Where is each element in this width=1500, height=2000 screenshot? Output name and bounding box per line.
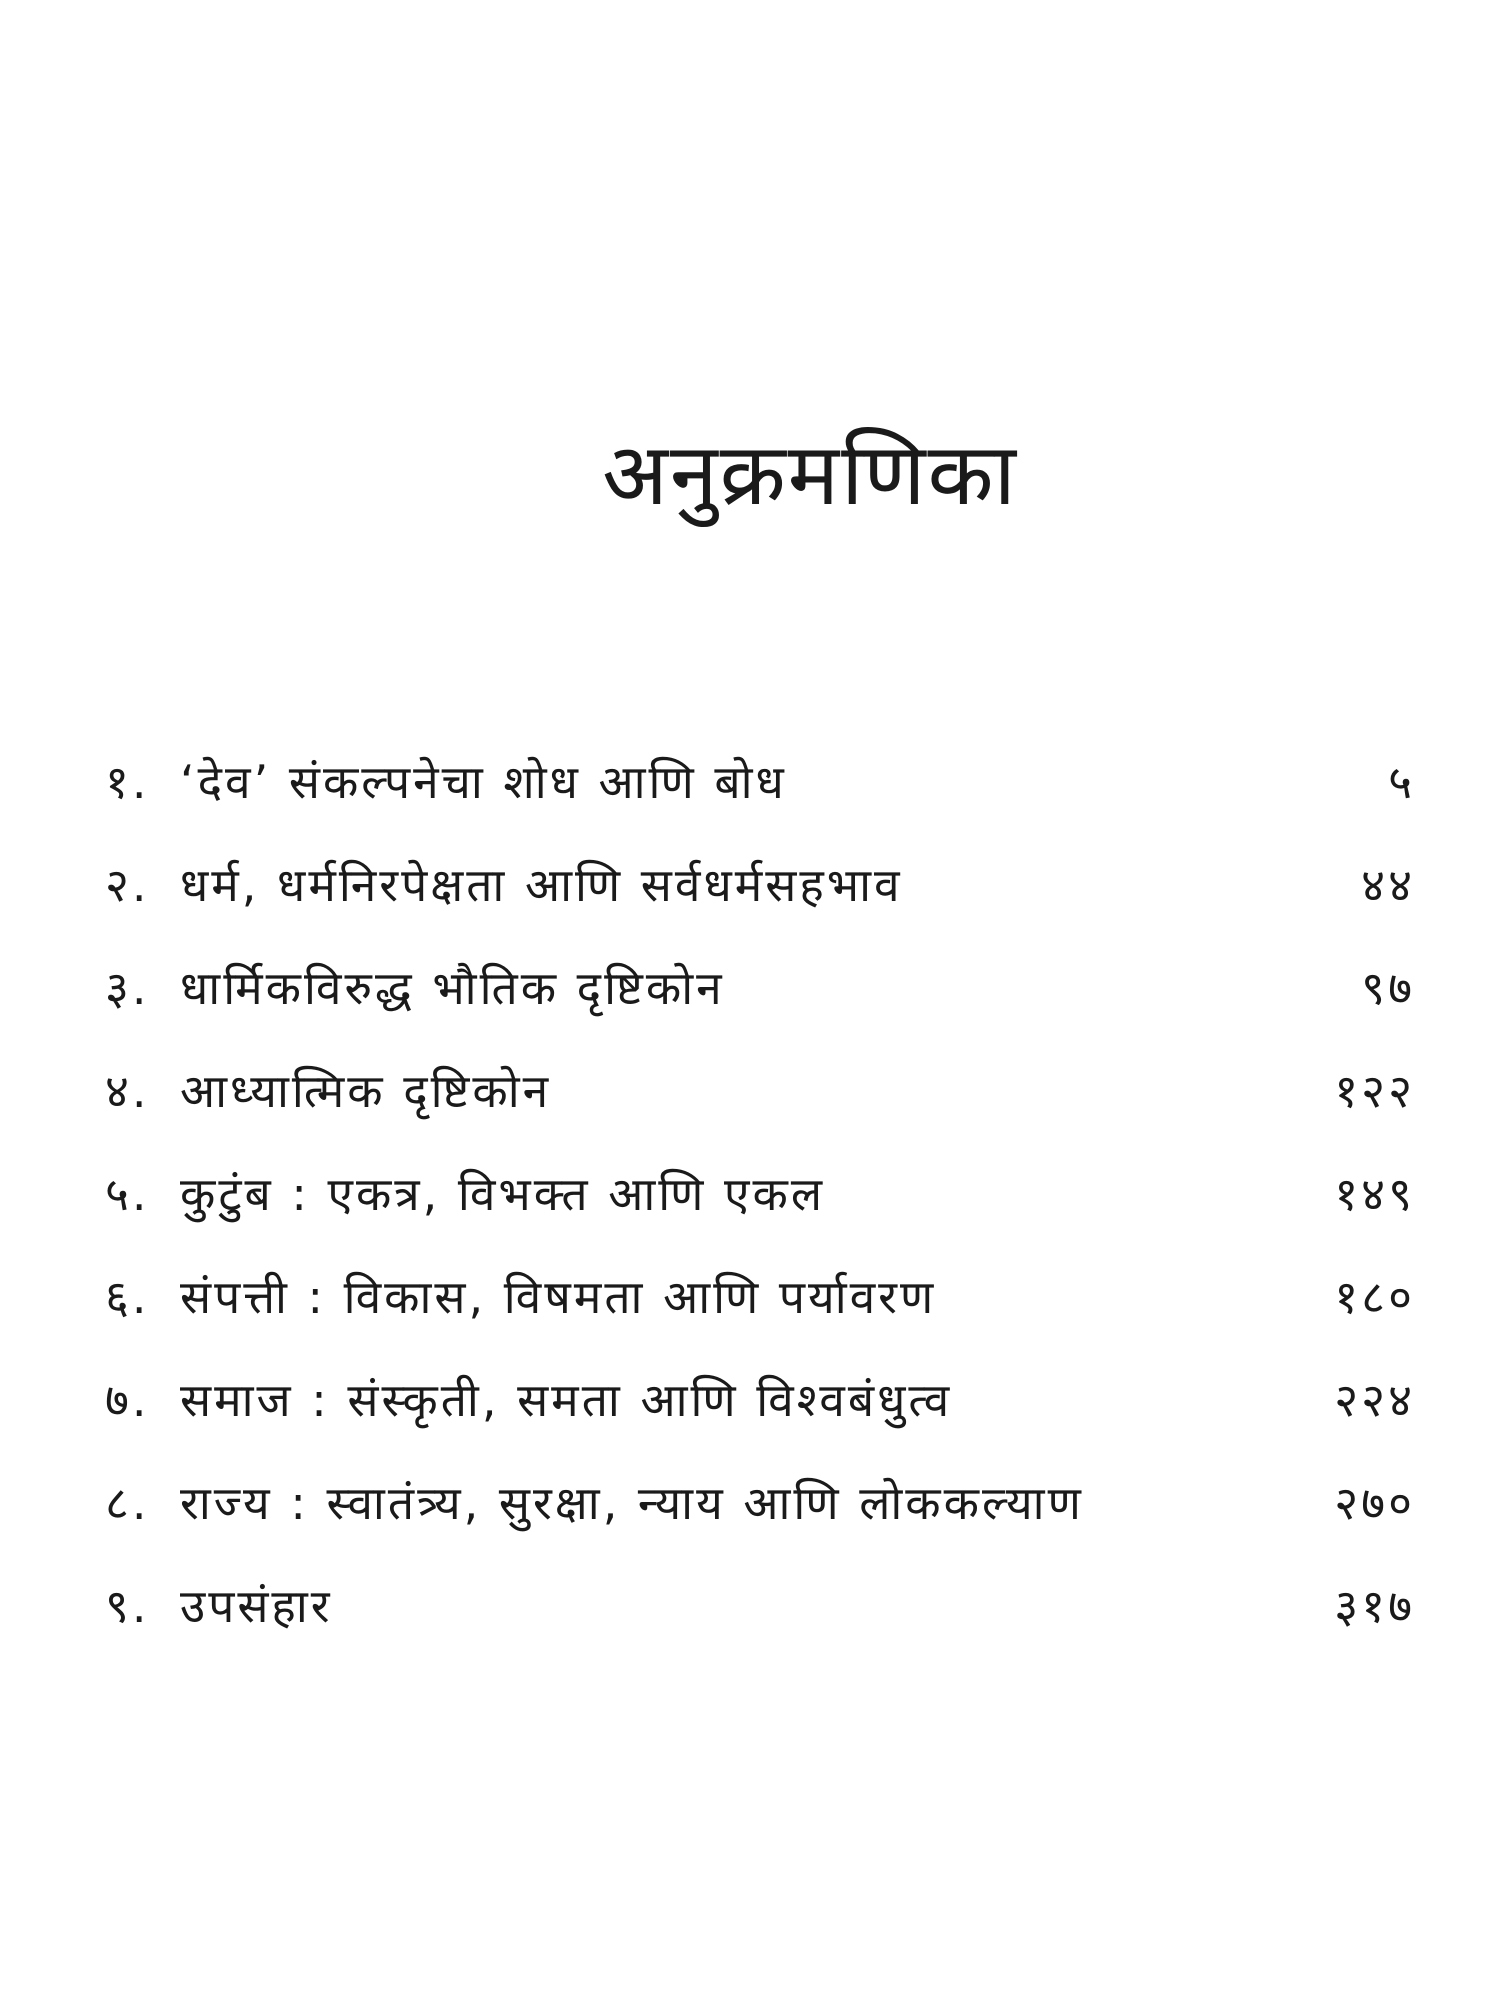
chapter-title: धार्मिकविरुद्ध भौतिक दृष्टिकोन (180, 960, 725, 1015)
chapter-title: समाज : संस्कृती, समता आणि विश्वबंधुत्व (180, 1372, 953, 1427)
chapter-title: आध्यात्मिक दृष्टिकोन (180, 1063, 552, 1118)
toc-entry-9 (105, 1554, 1415, 1657)
page-number: २७० (1334, 1475, 1415, 1530)
page-number: ४४ (1361, 857, 1415, 912)
chapter-title: धर्म, धर्मनिरपेक्षता आणि सर्वधर्मसहभाव (180, 857, 903, 912)
page-number: १८० (1334, 1269, 1415, 1324)
table-of-contents (105, 730, 1415, 1657)
toc-entry-3 (105, 936, 1415, 1039)
chapter-title: राज्य : स्वातंत्र्य, सुरक्षा, न्याय आणि लोककल्याण (180, 1475, 1084, 1530)
toc-entry-7 (105, 1348, 1415, 1451)
toc-entry-4 (105, 1039, 1415, 1142)
chapter-number: ३. (105, 960, 150, 1015)
chapter-number: ९. (105, 1578, 150, 1633)
chapter-title: उपसंहार (180, 1578, 333, 1633)
toc-entry-5 (105, 1142, 1415, 1245)
page-number: १४९ (1334, 1166, 1415, 1221)
toc-entry-6 (105, 1245, 1415, 1348)
chapter-number: ७. (105, 1372, 150, 1427)
toc-entry-2 (105, 833, 1415, 936)
page-title: अनुक्रमणिका (602, 425, 1018, 525)
page-number: ३१७ (1334, 1578, 1415, 1633)
chapter-number: ८. (105, 1475, 150, 1530)
chapter-title: कुटुंब : एकत्र, विभक्त आणि एकल (180, 1166, 826, 1221)
chapter-title: ‘देव’ संकल्पनेचा शोध आणि बोध (180, 754, 787, 809)
page-number: ५ (1388, 754, 1415, 809)
toc-entry-8 (105, 1451, 1415, 1554)
page-number: २२४ (1334, 1372, 1415, 1427)
chapter-title: संपत्ती : विकास, विषमता आणि पर्यावरण (180, 1269, 937, 1324)
chapter-number: ४. (105, 1063, 150, 1118)
page-number: ९७ (1361, 960, 1415, 1015)
chapter-number: १. (105, 754, 150, 809)
chapter-number: ६. (105, 1269, 150, 1324)
toc-entry-1 (105, 730, 1415, 833)
page-number: १२२ (1334, 1063, 1415, 1118)
chapter-number: ५. (105, 1166, 150, 1221)
chapter-number: २. (105, 857, 150, 912)
